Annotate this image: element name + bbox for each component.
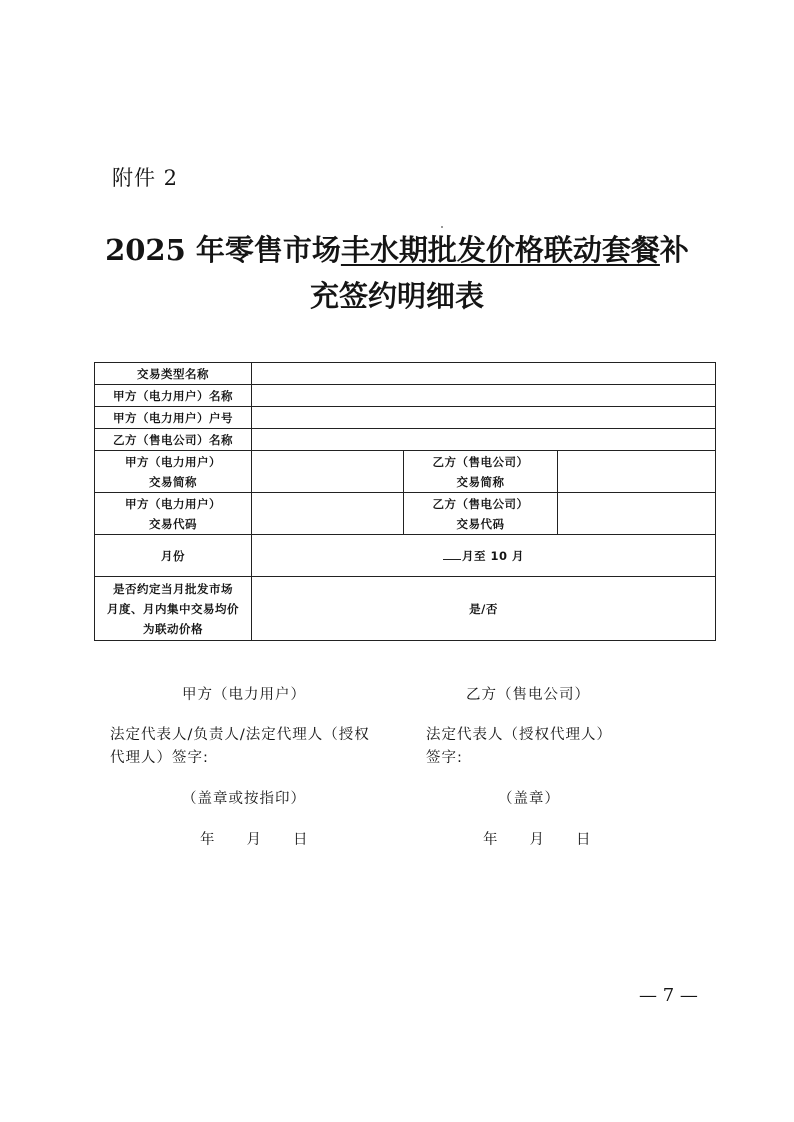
- table-row: [95, 429, 716, 451]
- party-a-code-label-line1: 甲方（电力用户）: [125, 496, 221, 511]
- party-a-code-value[interactable]: [252, 493, 404, 535]
- table-row: [95, 363, 716, 385]
- party-a-code-label: [95, 493, 252, 535]
- table-row: [95, 407, 716, 429]
- title-prefix: 2025 年零售市场: [105, 233, 341, 267]
- party-a-rep-line1: 法定代表人/负责人/法定代理人（授权: [110, 727, 370, 743]
- document-title-line-1: [90, 228, 704, 269]
- table-row: [95, 577, 716, 641]
- title-underlined-segment: 丰水期批发价格联动套餐: [340, 233, 660, 267]
- page-number: — 7 —: [639, 985, 698, 1006]
- party-b-rep-line2: 签字:: [426, 750, 463, 766]
- contract-detail-table: [94, 362, 716, 641]
- table-row: [95, 451, 716, 493]
- party-a-heading: 甲方（电力用户）: [182, 687, 306, 703]
- table-row: [95, 385, 716, 407]
- linkage-price-answer[interactable]: 是/否: [252, 577, 716, 641]
- party-a-name-label: 甲方（电力用户）名称: [95, 385, 252, 407]
- party-a-rep-line2: 代理人）签字:: [110, 750, 209, 766]
- title-suffix: 补: [659, 233, 689, 267]
- month-value[interactable]: [252, 535, 716, 577]
- party-a-account-value[interactable]: [252, 407, 716, 429]
- party-b-heading: 乙方（售电公司）: [466, 687, 590, 703]
- party-a-seal-note: （盖章或按指印）: [182, 791, 306, 807]
- party-b-abbr-label-line1: 乙方（售电公司）: [432, 454, 529, 469]
- party-a-abbr-label-line1: 甲方（电力用户）: [125, 454, 221, 469]
- party-a-representative-label: [110, 724, 370, 770]
- party-b-code-label: [404, 493, 558, 535]
- party-b-code-label-line2: 交易代码: [456, 516, 505, 531]
- party-b-rep-line1: 法定代表人（授权代理人）: [426, 727, 612, 743]
- party-a-name-value[interactable]: [252, 385, 716, 407]
- party-b-abbr-value[interactable]: [558, 451, 716, 493]
- attachment-label: 附件 2: [112, 166, 179, 190]
- document-title-line-2: 充签约明细表: [309, 279, 484, 313]
- party-a-date: 年 月 日: [200, 832, 309, 848]
- party-b-abbr-label-line2: 交易简称: [456, 474, 505, 489]
- table-row: [95, 535, 716, 577]
- party-a-code-label-line2: 交易代码: [149, 516, 197, 531]
- linkage-question-line1: 是否约定当月批发市场: [113, 581, 233, 596]
- party-b-name-label: 乙方（售电公司）名称: [95, 429, 252, 451]
- party-b-name-value[interactable]: [252, 429, 716, 451]
- party-a-account-label: 甲方（电力用户）户号: [95, 407, 252, 429]
- linkage-question-line3: 为联动价格: [143, 621, 203, 636]
- party-b-code-label-line1: 乙方（售电公司）: [432, 496, 529, 511]
- month-value-text: 月至 10 月: [462, 548, 525, 563]
- party-b-seal-note: （盖章）: [498, 791, 560, 807]
- party-b-code-value[interactable]: [558, 493, 716, 535]
- trade-type-value[interactable]: [252, 363, 716, 385]
- linkage-price-question: [95, 577, 252, 641]
- party-b-abbr-label: [404, 451, 558, 493]
- party-a-abbr-label: [95, 451, 252, 493]
- party-b-representative-label: [426, 724, 612, 770]
- trade-type-label: 交易类型名称: [95, 363, 252, 385]
- month-start-blank[interactable]: [443, 547, 461, 560]
- party-a-abbr-value[interactable]: [252, 451, 404, 493]
- party-b-date: 年 月 日: [483, 832, 592, 848]
- party-a-abbr-label-line2: 交易简称: [149, 474, 197, 489]
- table-row: [95, 493, 716, 535]
- month-label: 月份: [95, 535, 252, 577]
- linkage-question-line2: 月度、月内集中交易均价: [107, 601, 239, 616]
